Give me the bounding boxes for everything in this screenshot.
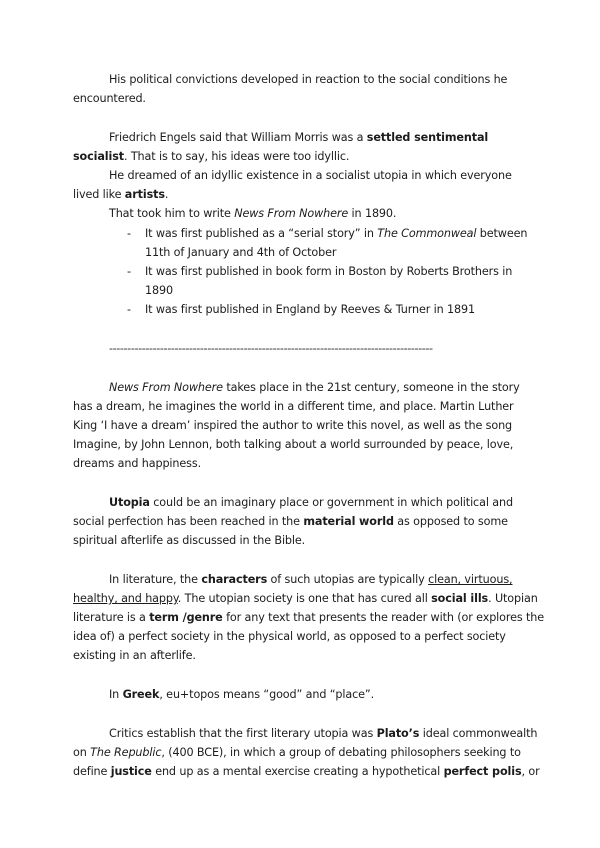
bold-term: material world: [303, 515, 394, 528]
book-title: The Republic: [90, 746, 162, 759]
paragraph-7-line: [109, 726, 537, 741]
paragraph-4-line: [73, 514, 508, 529]
paragraph-3-line: [109, 380, 520, 395]
text-run: It was first published as a “serial story” in: [145, 227, 378, 240]
text-run: It was first published in book form in Boston by Roberts Brothers in: [145, 265, 513, 278]
bold-term: socialist: [73, 150, 124, 163]
paragraph-5-line: [73, 610, 544, 625]
text-run: . That is to say, his ideas were too idyllic.: [123, 150, 350, 163]
bold-term: justice: [110, 765, 152, 778]
text-run: social perfection has been reached in the: [73, 515, 304, 528]
underlined-phrase: clean, virtuous,: [428, 573, 513, 586]
paragraph-5-line: [73, 629, 506, 644]
text-run: literature is a: [73, 611, 150, 624]
text-run: idea of) a perfect society in the physical world, as opposed to a perfect society: [73, 630, 506, 643]
publication-title: The Commonweal: [377, 227, 477, 240]
book-title: News From Nowhere: [109, 381, 223, 394]
paragraph-3-line: [73, 399, 514, 414]
text-run: His political convictions developed in reaction to the social conditions he: [109, 73, 508, 86]
text-run: , (400 BCE), in which a group of debating philosophers seeking to: [161, 746, 521, 759]
text-run: for any text that presents the reader with (or explores the: [222, 611, 545, 624]
text-run: . The utopian society is one that has cured all: [177, 592, 432, 605]
text-run: of such utopias are typically: [267, 573, 429, 586]
paragraph-7-line: [73, 764, 540, 779]
paragraph-2-line: [73, 187, 168, 202]
bullet-3-line: [145, 302, 475, 317]
bold-term: perfect polis: [443, 765, 522, 778]
bullet-2-line: [145, 283, 173, 298]
bullet-1-line: [145, 245, 336, 260]
paragraph-5-line: [73, 648, 196, 663]
text-run: , eu+topos means “good” and “place”.: [159, 688, 375, 701]
text-run: It was first published in England by Reeves & Turner in 1891: [145, 303, 476, 316]
bold-term: term /genre: [149, 611, 223, 624]
text-run: takes place in the 21st century, someone in the story: [222, 381, 520, 394]
text-run: define: [73, 765, 111, 778]
text-run: existing in an afterlife.: [73, 649, 196, 662]
bold-term: social ills: [431, 592, 489, 605]
text-run: on: [73, 746, 91, 759]
text-run: end up as a mental exercise creating a hypothetical: [151, 765, 444, 778]
text-run: has a dream, he imagines the world in a different time, and place. Martin Luther: [73, 400, 514, 413]
paragraph-2-line: [109, 130, 488, 145]
text-run: He dreamed of an idyllic existence in a socialist utopia in which everyone: [109, 169, 512, 182]
text-run: . Utopian: [488, 592, 538, 605]
paragraph-2-line: [73, 149, 349, 164]
paragraph-7-line: [73, 745, 521, 760]
text-run: Imagine, by John Lennon, both talking about a world surrounded by peace, love,: [73, 438, 514, 451]
text-run: , or: [521, 765, 540, 778]
text-run: as opposed to some: [393, 515, 508, 528]
text-run: dreams and happiness.: [73, 457, 202, 470]
text-run: lived like: [73, 188, 125, 201]
paragraph-5-line: [73, 591, 538, 606]
text-run: between: [476, 227, 528, 240]
text-run: ideal commonwealth: [419, 727, 538, 740]
bold-term: settled sentimental: [366, 131, 489, 144]
text-run: That took him to write: [109, 207, 235, 220]
paragraph-4-line: [73, 533, 305, 548]
text-run: In literature, the: [109, 573, 202, 586]
bold-term: Greek: [122, 688, 160, 701]
text-run: encountered.: [73, 92, 146, 105]
bold-term: Plato’s: [376, 727, 420, 740]
text-run: In: [109, 688, 123, 701]
paragraph-2-line: [109, 168, 512, 183]
bullet-2-line: [145, 264, 512, 279]
paragraph-5-line: [109, 572, 512, 587]
bullet-marker: -: [127, 265, 132, 278]
paragraph-6-line: [109, 687, 374, 702]
paragraph-3-line: [73, 437, 513, 452]
paragraph-3-line: [73, 456, 201, 471]
section-separator: -----------------------------------------------------------------------------------------: [109, 342, 433, 355]
text-run: Friedrich Engels said that William Morris was a: [109, 131, 367, 144]
paragraph-1-line: [109, 72, 507, 87]
text-run: in 1890.: [348, 207, 397, 220]
bullet-1-line: [145, 226, 527, 241]
bullet-marker: -: [127, 303, 132, 316]
book-title: News From Nowhere: [234, 207, 349, 220]
text-run: 1890: [145, 284, 173, 297]
bold-term: Utopia: [109, 496, 150, 509]
paragraph-3-line: [73, 418, 512, 433]
underlined-phrase: healthy, and happy: [73, 592, 178, 605]
text-run: Critics establish that the first literary utopia was: [109, 727, 377, 740]
bold-term: characters: [201, 573, 268, 586]
paragraph-1-line: [73, 91, 146, 106]
text-run: 11th of January and 4th of October: [145, 246, 337, 259]
paragraph-4-line: [109, 495, 513, 510]
text-run: .: [164, 188, 169, 201]
text-run: could be an imaginary place or government in which political and: [149, 496, 513, 509]
paragraph-2-line: [109, 206, 396, 221]
text-run: spiritual afterlife as discussed in the Bible.: [73, 534, 306, 547]
text-run: King ‘I have a dream’ inspired the author to write this novel, as well as the song: [73, 419, 513, 432]
bullet-marker: -: [127, 227, 132, 240]
bold-term: artists: [124, 188, 165, 201]
